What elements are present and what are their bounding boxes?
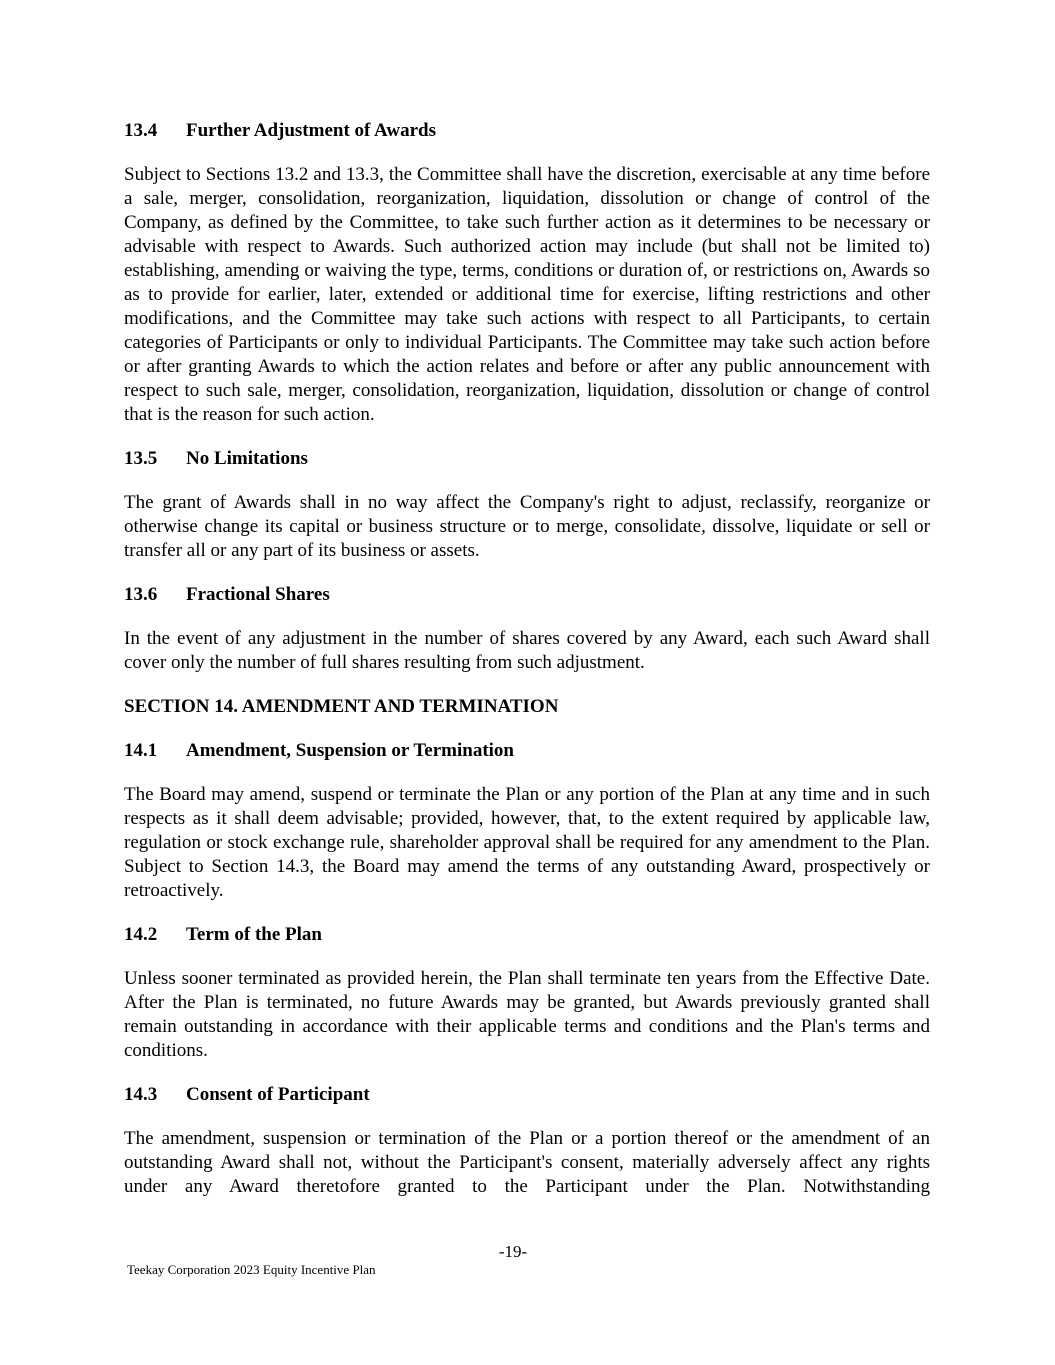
page-number: -19- bbox=[498, 1242, 528, 1261]
heading-title: No Limitations bbox=[186, 448, 308, 469]
heading-number: 13.6 bbox=[124, 584, 158, 605]
heading-number: 13.5 bbox=[124, 448, 158, 469]
footer-text: Teekay Corporation 2023 Equity Incentive Plan bbox=[127, 1262, 376, 1277]
section-14-title: SECTION 14. AMENDMENT AND TERMINATION bbox=[124, 696, 559, 717]
heading-number: 14.3 bbox=[124, 1084, 158, 1105]
paragraph-13-5: The grant of Awards shall in no way affect the Company's right to adjust, reclassify, reorganize or otherwise change its capital or business structure or to merge, consolidate, dissolve, liquidate or sell or transfer all or any part of its business or assets. bbox=[124, 492, 930, 561]
document-body bbox=[124, 119, 930, 1199]
paragraph-14-2: Unless sooner terminated as provided herein, the Plan shall terminate ten years from the Effective Date. After the Plan is terminated, no future Awards may be granted, but Awards previously granted shall remain outstanding in accordance with their applicable terms and conditions and the Plan's terms and conditions. bbox=[124, 968, 930, 1061]
heading-13-4 bbox=[124, 119, 930, 143]
heading-title: Term of the Plan bbox=[186, 924, 322, 945]
paragraph-14-1: The Board may amend, suspend or terminate the Plan or any portion of the Plan at any time and in such respects as it shall deem advisable; provided, however, that, to the extent required by applicable law, regulation or stock exchange rule, shareholder approval shall be required for any amendment to the Plan. Subject to Section 14.3, the Board may amend the terms of any outstanding Award, prospectively or retroactively. bbox=[124, 784, 930, 901]
heading-13-6 bbox=[124, 583, 930, 607]
paragraph-13-6: In the event of any adjustment in the number of shares covered by any Award, each such Award shall cover only the number of full shares resulting from such adjustment. bbox=[124, 628, 930, 673]
heading-title: Further Adjustment of Awards bbox=[186, 120, 436, 141]
heading-number: 13.4 bbox=[124, 120, 158, 141]
heading-14-3 bbox=[124, 1083, 930, 1107]
heading-14-2 bbox=[124, 923, 930, 947]
heading-title: Consent of Participant bbox=[186, 1084, 370, 1105]
heading-14-1 bbox=[124, 739, 930, 763]
heading-number: 14.1 bbox=[124, 740, 158, 761]
paragraph-13-4: Subject to Sections 13.2 and 13.3, the Committee shall have the discretion, exercisable at any time before a sale, merger, consolidation, reorganization, liquidation, dissolution or change of control of the Company, as defined by the Committee, to take such further action as it determines to be necessary or advisable with respect to Awards. Such authorized action may include (but shall not be limited to) establishing, amending or waiving the type, terms, conditions or duration of, or restrictions on, Awards so as to provide for earlier, later, extended or additional time for exercise, lifting restrictions and other modifications, and the Committee may take such actions with respect to all Participants, to certain categories of Participants or only to individual Participants. The Committee may take such action before or after granting Awards to which the action relates and before or after any public announcement with respect to such sale, merger, consolidation, reorganization, liquidation, dissolution or change of control that is the reason for such action. bbox=[124, 164, 930, 425]
paragraph-14-3: The amendment, suspension or termination of the Plan or a portion thereof or the amendment of an outstanding Award shall not, without the Participant's consent, materially adversely affect any rights under any Award theretofore granted to the Participant under the Plan. Notwithstanding bbox=[124, 1128, 930, 1197]
heading-13-5 bbox=[124, 447, 930, 471]
heading-title: Amendment, Suspension or Termination bbox=[186, 740, 514, 761]
heading-title: Fractional Shares bbox=[186, 584, 330, 605]
heading-number: 14.2 bbox=[124, 924, 158, 945]
